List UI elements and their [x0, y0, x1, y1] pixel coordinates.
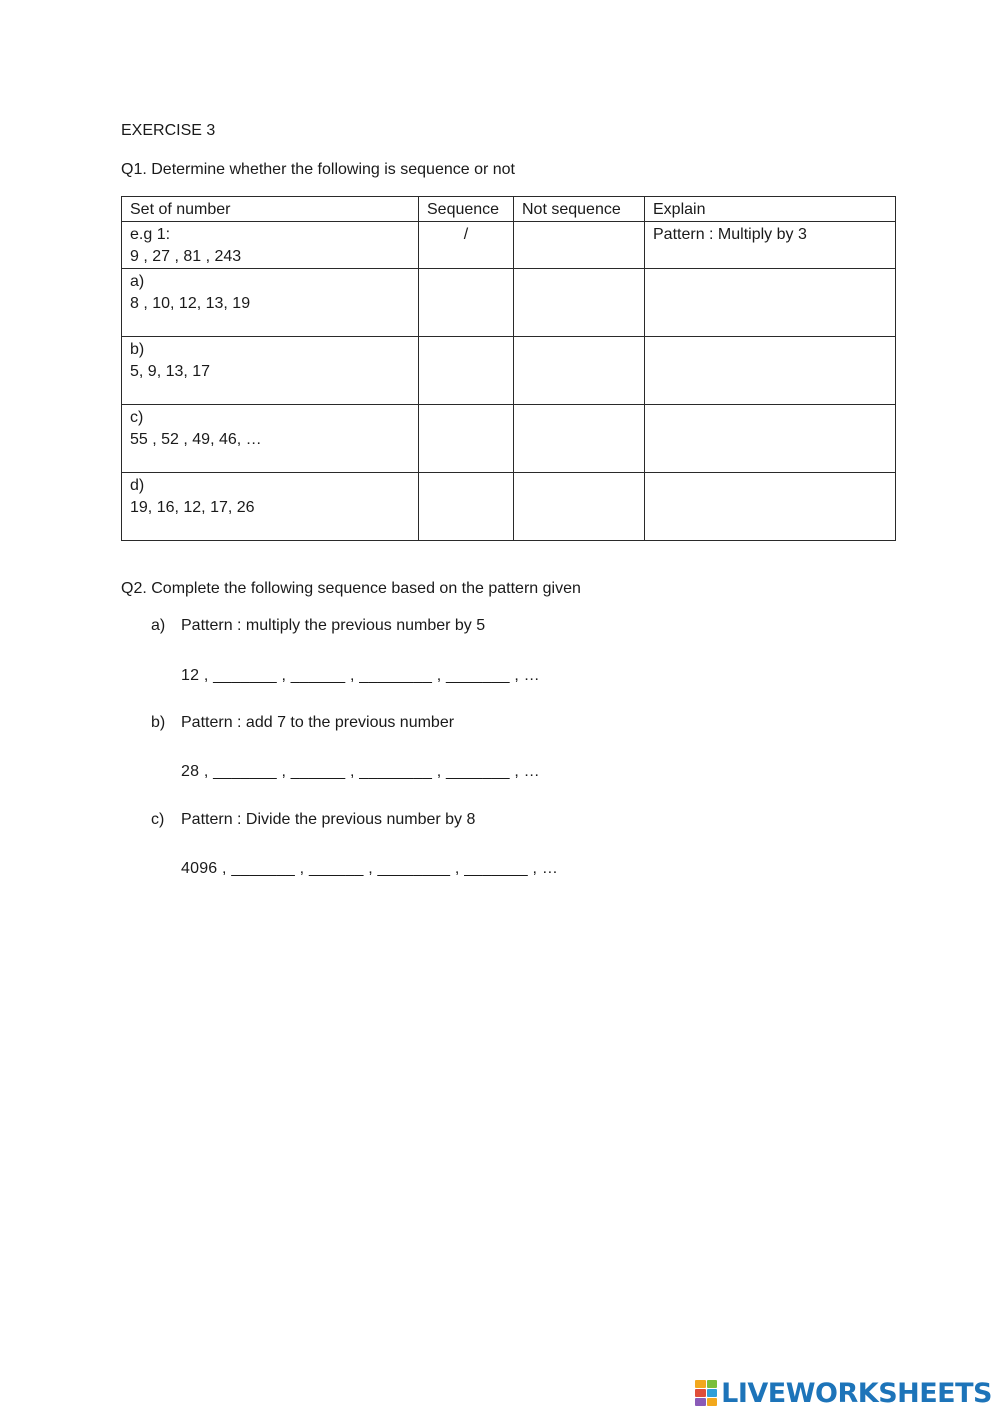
- item-label-d: d): [130, 477, 145, 494]
- header-set-of-number: Set of number: [122, 197, 419, 222]
- table-header-row: [122, 197, 896, 222]
- logo-tile: [707, 1398, 718, 1406]
- item-label-c: c): [130, 409, 144, 426]
- q1-table: [121, 196, 896, 541]
- q2-part-a-letter: a): [151, 617, 166, 634]
- q2-question: Q2. Complete the following sequence based on the pattern given: [121, 580, 581, 597]
- example-not-sequence-cell: [514, 222, 645, 269]
- liveworksheets-logo: [695, 1377, 992, 1409]
- table-row-example: [122, 222, 896, 269]
- table-row-a: [122, 269, 896, 337]
- q2-part-c-pattern: Pattern : Divide the previous number by 8: [181, 811, 476, 828]
- sequence-cell-d[interactable]: [419, 473, 514, 541]
- sequence-cell-b[interactable]: [419, 337, 514, 405]
- item-numbers-c: 55 , 52 , 49, 46, …: [130, 431, 262, 448]
- item-numbers-b: 5, 9, 13, 17: [130, 363, 211, 380]
- set-cell-b: [122, 337, 419, 405]
- table-row-c: [122, 405, 896, 473]
- item-label-a: a): [130, 273, 145, 290]
- logo-tile: [695, 1380, 706, 1388]
- item-numbers-d: 19, 16, 12, 17, 26: [130, 499, 255, 516]
- q1-question: Q1. Determine whether the following is sequence or not: [121, 161, 515, 178]
- example-numbers: 9 , 27 , 81 , 243: [130, 248, 242, 265]
- example-label: e.g 1:: [130, 226, 171, 243]
- header-not-sequence: Not sequence: [514, 197, 645, 222]
- not-sequence-cell-b[interactable]: [514, 337, 645, 405]
- not-sequence-cell-d[interactable]: [514, 473, 645, 541]
- q2-part-c-letter: c): [151, 811, 165, 828]
- brand-text: LIVEWORKSHEETS: [721, 1377, 992, 1409]
- sequence-cell-a[interactable]: [419, 269, 514, 337]
- set-cell-a: [122, 269, 419, 337]
- header-explain: Explain: [645, 197, 896, 222]
- not-sequence-cell-c[interactable]: [514, 405, 645, 473]
- logo-tile: [695, 1389, 706, 1397]
- explain-cell-b[interactable]: [645, 337, 896, 405]
- set-cell-d: [122, 473, 419, 541]
- item-numbers-a: 8 , 10, 12, 13, 19: [130, 295, 251, 312]
- example-set-cell: [122, 222, 419, 269]
- q2-part-a-pattern: Pattern : multiply the previous number by 5: [181, 617, 486, 634]
- set-cell-c: [122, 405, 419, 473]
- liveworksheets-mark-icon: [695, 1380, 717, 1406]
- logo-tile: [707, 1389, 718, 1397]
- sequence-cell-c[interactable]: [419, 405, 514, 473]
- logo-tile: [695, 1398, 706, 1406]
- example-sequence-mark: /: [419, 222, 514, 269]
- example-explain: Pattern : Multiply by 3: [645, 222, 896, 269]
- exercise-title: EXERCISE 3: [121, 122, 216, 139]
- not-sequence-cell-a[interactable]: [514, 269, 645, 337]
- q2-part-a-sequence[interactable]: 12 , _______ , ______ , ________ , _______ , …: [181, 667, 540, 684]
- item-label-b: b): [130, 341, 145, 358]
- header-sequence: Sequence: [419, 197, 514, 222]
- q2-part-b-pattern: Pattern : add 7 to the previous number: [181, 714, 455, 731]
- logo-tile: [707, 1380, 718, 1388]
- explain-cell-d[interactable]: [645, 473, 896, 541]
- table-row-b: [122, 337, 896, 405]
- explain-cell-a[interactable]: [645, 269, 896, 337]
- q2-part-b-sequence[interactable]: 28 , _______ , ______ , ________ , _______ , …: [181, 763, 540, 780]
- table-row-d: [122, 473, 896, 541]
- q2-part-c-sequence[interactable]: 4096 , _______ , ______ , ________ , _______ , …: [181, 860, 559, 877]
- explain-cell-c[interactable]: [645, 405, 896, 473]
- q2-part-b-letter: b): [151, 714, 166, 731]
